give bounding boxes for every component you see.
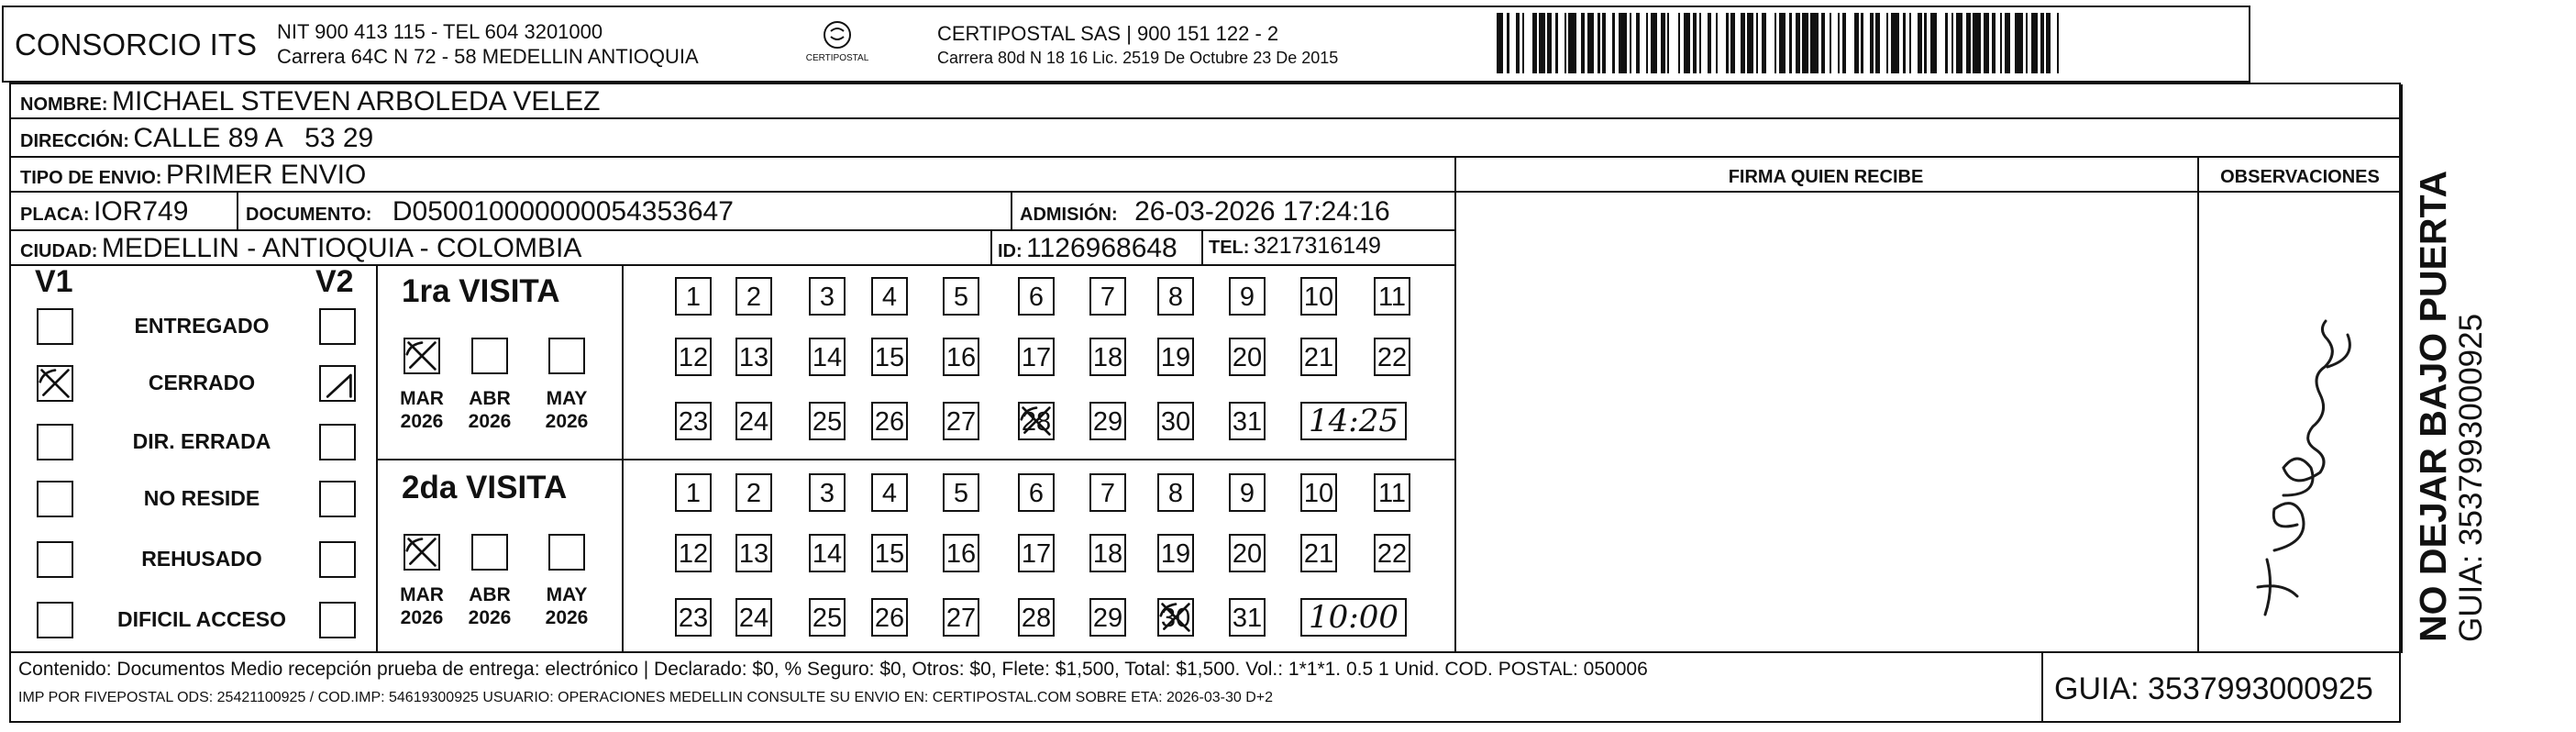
placa-value: IOR749 [94,196,189,227]
tel-value: 3217316149 [1253,233,1381,259]
v2-checkbox-6[interactable] [319,602,356,638]
id-field [998,233,1177,264]
day-number: 29 [1092,604,1123,633]
admision-label: ADMISIÓN: [1020,205,1118,225]
side-divider [2401,84,2403,653]
month-label [390,387,454,433]
day-number: 17 [1021,539,1052,569]
no-dejar-text: NO DEJAR BAJO PUERTA [2412,170,2454,642]
day-box[interactable] [1157,277,1194,316]
day-box[interactable] [809,534,846,572]
status-label: DIR. ERRADA [132,429,271,453]
day-box[interactable] [1089,598,1126,637]
month-label [535,387,599,433]
day-box[interactable] [943,277,979,316]
v2-checkbox-2[interactable] [319,365,356,402]
day-box[interactable] [735,277,772,316]
status-label: CERRADO [148,371,256,394]
day-box[interactable] [871,534,908,572]
day-box[interactable] [675,338,712,376]
day-box[interactable] [1300,473,1337,512]
check-mark-icon [39,367,72,400]
day-number: 27 [945,604,977,633]
placa-row [20,196,188,227]
day-number: 11 [1377,283,1407,312]
month-checkbox-mar[interactable] [404,534,440,571]
v1-checkbox-3[interactable] [37,424,73,460]
ciudad-row [20,233,581,264]
day-number: 4 [881,283,898,312]
day-number: 22 [1376,539,1408,569]
day-number: 2 [746,479,762,508]
v1-checkbox-1[interactable] [37,308,73,345]
day-number: 24 [738,604,769,633]
day-number: 10 [1303,479,1334,508]
day-number: 19 [1160,539,1191,569]
day-box[interactable] [1157,534,1194,572]
day-box[interactable] [1229,534,1266,572]
day-number: 24 [738,407,769,437]
day-box[interactable] [943,338,979,376]
side-guia-text: GUIA: 3537993000925 [2453,313,2489,642]
id-label: ID: [998,241,1023,261]
day-number: 5 [953,283,969,312]
day-box[interactable] [735,598,772,637]
day-box[interactable] [1374,534,1410,572]
month-label [390,583,454,629]
company-nit: NIT 900 413 115 - TEL 604 3201000 [277,20,603,43]
id-value: 1126968648 [1026,233,1177,263]
day-number: 3 [819,479,835,508]
day-box[interactable] [809,598,846,637]
footer-guia: GUIA: 3537993000925 [2054,671,2373,706]
status-label: REHUSADO [141,547,262,571]
day-box[interactable] [1374,277,1410,316]
day-number: 15 [874,343,905,372]
company-name: CONSORCIO ITS [15,28,258,61]
ciudad-label: CIUDAD: [20,241,98,261]
day-number: 30 [1160,407,1191,437]
signature-image [2210,312,2394,642]
day-number: 12 [678,539,709,569]
day-box[interactable] [943,402,979,440]
day-number: 12 [678,343,709,372]
direccion-row [20,123,373,154]
day-box[interactable] [943,473,979,512]
day-number: 25 [812,407,843,437]
day-number: 4 [881,479,898,508]
day-number: 14 [812,343,843,372]
day-number: 19 [1160,343,1191,372]
day-number: 21 [1303,539,1334,569]
month-name: ABR [469,388,511,409]
day-box[interactable] [871,598,908,637]
footer-imp: IMP POR FIVEPOSTAL ODS: 25421100925 / COD.IMP: 54619300925 USUARIO: OPERACIONES MEDELLIN CONSULTE SU ENVIO EN: CERTIPOSTAL.COM SOBRE ETA: 2026-03-30 D+2 [18,690,1274,705]
day-box[interactable] [943,598,979,637]
day-box[interactable] [871,277,908,316]
day-box[interactable] [1300,534,1337,572]
day-number: 23 [678,604,709,633]
month-year: 2026 [400,607,444,628]
day-number: 27 [945,407,977,437]
day-number: 22 [1376,343,1408,372]
day-number: 23 [678,407,709,437]
v2-checkbox-4[interactable] [319,481,356,517]
day-box[interactable] [809,473,846,512]
month-year: 2026 [400,411,444,432]
status-label: ENTREGADO [134,314,270,338]
firma-header: FIRMA QUIEN RECIBE [1728,167,1924,187]
month-label [458,583,522,629]
month-checkbox-abr[interactable] [471,338,508,374]
check-mark-icon [321,367,354,400]
v2-checkbox-1[interactable] [319,308,356,345]
footer-contenido: Contenido: Documentos Medio recepción prueba de entrega: electrónico | Declarado: $0, % Seguro: $0, Otros: $0, Flete: $1,500, Total: $1,500. Vol.: 1*1*1. 0.5 1 Unid. COD. POSTAL: 050006 [18,659,1648,680]
day-number: 28 [1021,407,1052,437]
day-number: 20 [1232,343,1263,372]
day-number: 1 [685,479,702,508]
day-number: 8 [1167,479,1184,508]
day-box[interactable] [735,402,772,440]
v1-checkbox-5[interactable] [37,541,73,578]
observaciones-header: OBSERVACIONES [2220,167,2380,187]
day-box[interactable] [871,402,908,440]
day-box[interactable] [1018,338,1055,376]
day-box[interactable] [675,473,712,512]
day-box[interactable] [1089,402,1126,440]
v2-checkbox-3[interactable] [319,424,356,460]
visit-title: 2da VISITA [402,470,568,505]
day-box[interactable] [1229,598,1266,637]
day-box[interactable] [1089,277,1126,316]
day-box[interactable] [1157,338,1194,376]
day-box[interactable] [735,534,772,572]
day-number: 31 [1232,407,1263,437]
day-box[interactable] [871,473,908,512]
day-number: 26 [874,604,905,633]
day-box[interactable] [735,473,772,512]
month-year: 2026 [545,607,589,628]
day-number: 5 [953,479,969,508]
visit-time[interactable]: 10:00 [1300,598,1407,637]
day-box[interactable] [871,338,908,376]
day-box[interactable] [1018,402,1055,440]
tel-field [1209,233,1381,260]
day-box[interactable] [943,534,979,572]
day-number: 21 [1303,343,1334,372]
day-number: 6 [1028,283,1045,312]
day-box[interactable] [1089,534,1126,572]
month-checkbox-abr[interactable] [471,534,508,571]
day-number: 20 [1232,539,1263,569]
day-number: 9 [1239,479,1255,508]
v2-checkbox-5[interactable] [319,541,356,578]
logo-text: CERTIPOSTAL [805,53,869,63]
placa-label: PLACA: [20,205,90,225]
month-name: ABR [469,584,511,605]
month-checkbox-mar[interactable] [404,338,440,374]
v2-header: V2 [315,264,354,299]
day-number: 30 [1160,604,1191,633]
month-year: 2026 [545,411,589,432]
day-box[interactable] [1300,338,1337,376]
direccion-label: DIRECCIÓN: [20,131,129,151]
month-name: MAR [400,584,444,605]
day-box[interactable] [1374,473,1410,512]
day-number: 31 [1232,604,1263,633]
documento-value: D050010000000054353647 [392,196,734,227]
day-number: 13 [738,539,769,569]
day-box[interactable] [1374,338,1410,376]
documento-field [246,196,734,227]
day-box[interactable] [1300,277,1337,316]
day-number: 14 [812,539,843,569]
day-number: 25 [812,604,843,633]
tel-label: TEL: [1209,238,1250,258]
day-number: 18 [1092,539,1123,569]
day-number: 8 [1167,283,1184,312]
v1-header: V1 [35,264,73,299]
day-box[interactable] [1229,338,1266,376]
direccion-value: CALLE 89 A 53 29 [133,123,374,153]
day-number: 11 [1377,479,1407,508]
day-number: 6 [1028,479,1045,508]
month-checkbox-may[interactable] [548,338,585,374]
day-box[interactable] [1229,277,1266,316]
status-label: NO RESIDE [143,486,260,510]
day-number: 7 [1100,479,1116,508]
side-text [2412,92,2489,642]
check-mark-icon [1020,404,1053,438]
day-box[interactable] [675,277,712,316]
nombre-value: MICHAEL STEVEN ARBOLEDA VELEZ [112,86,601,116]
ciudad-value: MEDELLIN - ANTIOQUIA - COLOMBIA [101,233,582,263]
v1-checkbox-6[interactable] [37,602,73,638]
v1-checkbox-2[interactable] [37,365,73,402]
day-number: 16 [945,539,977,569]
day-box[interactable] [1157,598,1194,637]
day-number: 3 [819,283,835,312]
day-box[interactable] [1229,473,1266,512]
month-name: MAY [546,584,588,605]
month-checkbox-may[interactable] [548,534,585,571]
tipo-row [20,160,366,191]
day-number: 2 [746,283,762,312]
day-box[interactable] [1089,473,1126,512]
documento-label: DOCUMENTO: [246,205,372,225]
day-box[interactable] [1157,402,1194,440]
admision-field [1020,196,1390,227]
nombre-row [20,86,600,117]
barcode [1497,13,2230,73]
day-box[interactable] [1018,473,1055,512]
visit-time[interactable]: 14:25 [1300,402,1407,440]
check-mark-icon [405,536,438,569]
tipo-value: PRIMER ENVIO [165,160,367,190]
day-box[interactable] [1018,598,1055,637]
day-number: 16 [945,343,977,372]
certipostal-line1: CERTIPOSTAL SAS | 900 151 122 - 2 [937,22,1279,45]
day-box[interactable] [1229,402,1266,440]
day-box[interactable] [1018,534,1055,572]
company-address: Carrera 64C N 72 - 58 MEDELLIN ANTIOQUIA [277,45,699,68]
day-box[interactable] [675,534,712,572]
day-number: 9 [1239,283,1255,312]
month-label [535,583,599,629]
day-number: 10 [1303,283,1334,312]
month-name: MAY [546,388,588,409]
month-year: 2026 [468,411,512,432]
day-box[interactable] [809,338,846,376]
day-box[interactable] [1018,277,1055,316]
check-mark-icon [405,339,438,372]
day-box[interactable] [809,277,846,316]
day-number: 7 [1100,283,1116,312]
day-number: 17 [1021,343,1052,372]
day-number: 15 [874,539,905,569]
month-label [458,387,522,433]
day-number: 28 [1021,604,1052,633]
tipo-label: TIPO DE ENVIO: [20,168,162,188]
day-number: 26 [874,407,905,437]
certipostal-line2: Carrera 80d N 18 16 Lic. 2519 De Octubre 23 De 2015 [937,49,1339,67]
day-number: 13 [738,343,769,372]
day-box[interactable] [1157,473,1194,512]
certipostal-logo [796,17,879,72]
day-number: 18 [1092,343,1123,372]
day-box[interactable] [809,402,846,440]
visit-title: 1ra VISITA [402,273,560,309]
day-box[interactable] [735,338,772,376]
month-year: 2026 [468,607,512,628]
v1-checkbox-4[interactable] [37,481,73,517]
nombre-label: NOMBRE: [20,94,108,115]
day-box[interactable] [1089,338,1126,376]
month-name: MAR [400,388,444,409]
day-box[interactable] [675,598,712,637]
admision-value: 26-03-2026 17:24:16 [1134,196,1390,227]
day-box[interactable] [675,402,712,440]
day-number: 1 [685,283,702,312]
check-mark-icon [1159,600,1192,635]
status-label: DIFICIL ACCESO [116,607,286,631]
day-number: 29 [1092,407,1123,437]
